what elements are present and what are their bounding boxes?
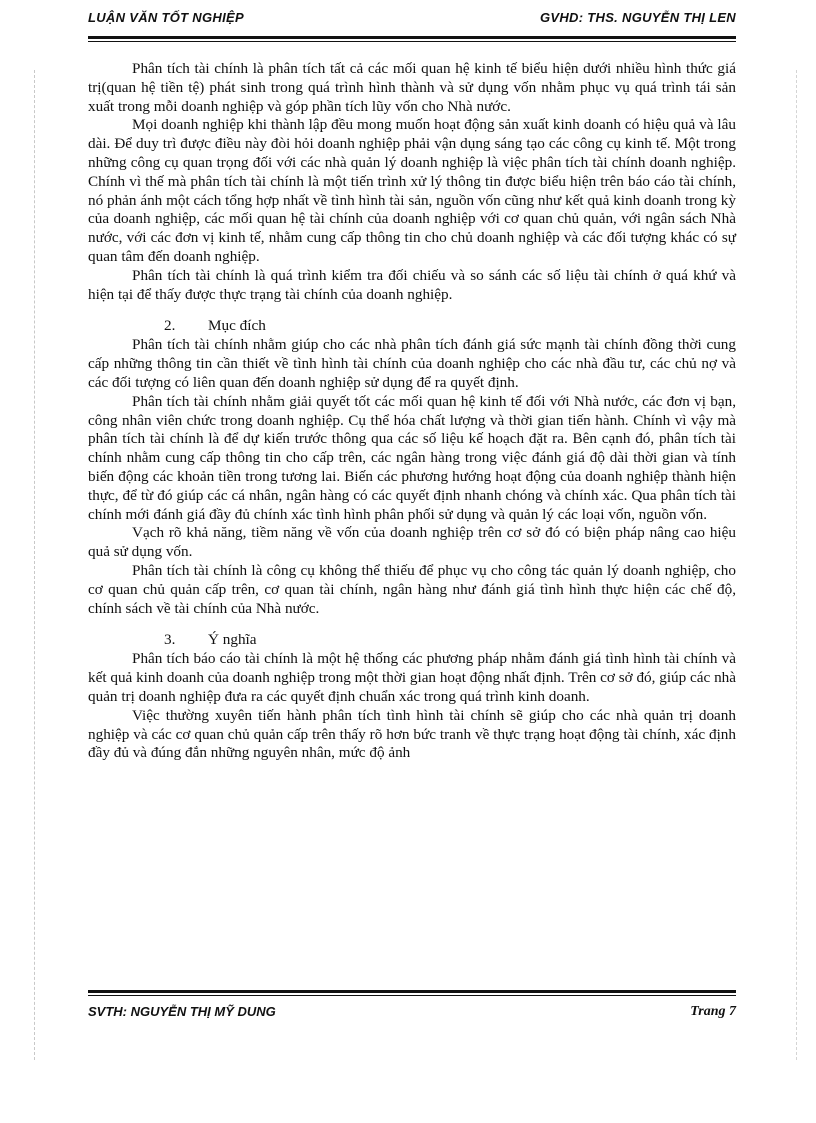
footer-student: SVTH: NGUYỄN THỊ MỸ DUNG — [88, 1004, 276, 1019]
scan-margin-line-left — [34, 70, 35, 1060]
paragraph: Phân tích tài chính là quá trình kiểm tra đối chiếu và so sánh các số liệu tài chính ở quá khứ và hiện tại để thấy được thực trạng tài chính của doanh nghiệp. — [88, 266, 736, 303]
page-header — [88, 10, 736, 30]
header-advisor: GVHD: THS. NGUYỄN THỊ LEN — [539, 10, 736, 25]
section-title: Ý nghĩa — [208, 631, 257, 649]
scan-margin-line-right — [796, 70, 797, 1060]
page-footer — [88, 1004, 736, 1024]
paragraph: Phân tích tài chính nhằm giải quyết tốt các mối quan hệ kinh tế đối với Nhà nước, các đơn vị bạn, công nhân viên chức trong doanh nghiệp. Cụ thể hóa chất lượng và thời gian tiến hành. Chính vì vậy mà phân tích tài chính là để dự kiến trước thông qua các số liệu kế hoạch đặt ra. Bên cạnh đó, phân tích tài chính nhằm cung cấp thông tin cho cấp trên, các ngân hàng trong việc đánh giá độ dài thời gian và tính biến động các khoản tiền trong tương lai. Biến các phương hướng hoạt động của doanh nghiệp thành hiện thực, để từ đó giúp các cá nhân, ngân hàng có các quyết định nhanh chóng và chính xác. Qua phân tích tài chính mới đánh giá đầy đủ chính xác tình hình phân phối sử dụng và quản lý các loại vốn, nguồn vốn. — [88, 392, 736, 523]
section-number: 2. — [164, 317, 176, 335]
section-number: 3. — [164, 631, 176, 649]
paragraph: Phân tích báo cáo tài chính là một hệ thống các phương pháp nhằm đánh giá tình hình tài chính và kết quả kinh doanh của doanh nghiệp trong một thời gian hoạt động nhất định. Trên cơ sở đó, giúp các nhà quản trị doanh nghiệp đưa ra các quyết định chuẩn xác trong quá trình kinh doanh. — [88, 650, 736, 705]
header-thesis-title: LUẬN VĂN TỐT NGHIỆP — [88, 10, 244, 25]
section-heading-significance — [88, 630, 736, 650]
paragraph: Phân tích tài chính là phân tích tất cả các mối quan hệ kinh tế biểu hiện dưới nhiều hình thức giá trị(quan hệ tiền tệ) phát sinh trong quá trình hình thành và sử dụng vốn nhằm phục vụ quá trình tái sản xuất trong mỗi doanh nghiệp và góp phần tích lũy vốn cho Nhà nước. — [88, 60, 736, 115]
section-heading-purpose — [88, 316, 736, 336]
paragraph: Vạch rõ khả năng, tiềm năng về vốn của doanh nghiệp trên cơ sở đó có biện pháp nâng cao hiệu quả sử dụng vốn. — [88, 524, 736, 561]
page-body — [88, 60, 736, 763]
page-number: Trang 7 — [690, 1004, 736, 1019]
section-title: Mục đích — [208, 317, 266, 335]
footer-rule-thin — [88, 995, 736, 996]
header-rule-thick — [88, 36, 736, 39]
paragraph: Phân tích tài chính là công cụ không thể thiếu để phục vụ cho công tác quản lý doanh nghiệp, cho cơ quan chủ quản cấp trên, cơ quan tài chính, ngân hàng như đánh giá tình hình thực hiện các chế độ, chính sách về tài chính của Nhà nước. — [88, 561, 736, 617]
footer-rule-thick — [88, 990, 736, 993]
paragraph: Mọi doanh nghiệp khi thành lập đều mong muốn hoạt động sản xuất kinh doanh có hiệu quả và lâu dài. Để duy trì được điều này đòi hỏi doanh nghiệp phải vận dụng sáng tạo các công cụ kinh tế. Một trong những công cụ quan trọng đối với các nhà quản lý doanh nghiệp là việc phân tích tài chính doanh nghiệp. Chính vì thế mà phân tích tài chính là một tiến trình xử lý thông tin được biểu hiện trên báo cáo tài chính, nó phản ánh một cách tổng hợp nhất về tình hình tài sản, nguồn vốn cũng như kết quả kinh doanh trong kỳ của doanh nghiệp, các mối quan hệ tài chính của doanh nghiệp với cơ quan chủ quản, với ngân sách Nhà nước, với các đơn vị kinh tế, nhằm cung cấp thông tin cho chủ doanh nghiệp và các đối tượng khác có sự quan tâm đến doanh nghiệp. — [88, 116, 736, 265]
paragraph: Phân tích tài chính nhằm giúp cho các nhà phân tích đánh giá sức mạnh tài chính đồng thời cung cấp những thông tin cần thiết về tình hình tài chính của doanh nghiệp cho các nhà đầu tư, các chủ nợ và các đối tượng có liên quan đến doanh nghiệp sử dụng để ra quyết định. — [88, 336, 736, 391]
paragraph: Việc thường xuyên tiến hành phân tích tình hình tài chính sẽ giúp cho các nhà quản trị doanh nghiệp và các cơ quan chủ quản cấp trên thấy rõ hơn bức tranh về thực trạng hoạt động tài chính, xác định đầy đủ và đúng đắn những nguyên nhân, mức độ ảnh — [88, 706, 736, 762]
header-rule-thin — [88, 41, 736, 42]
